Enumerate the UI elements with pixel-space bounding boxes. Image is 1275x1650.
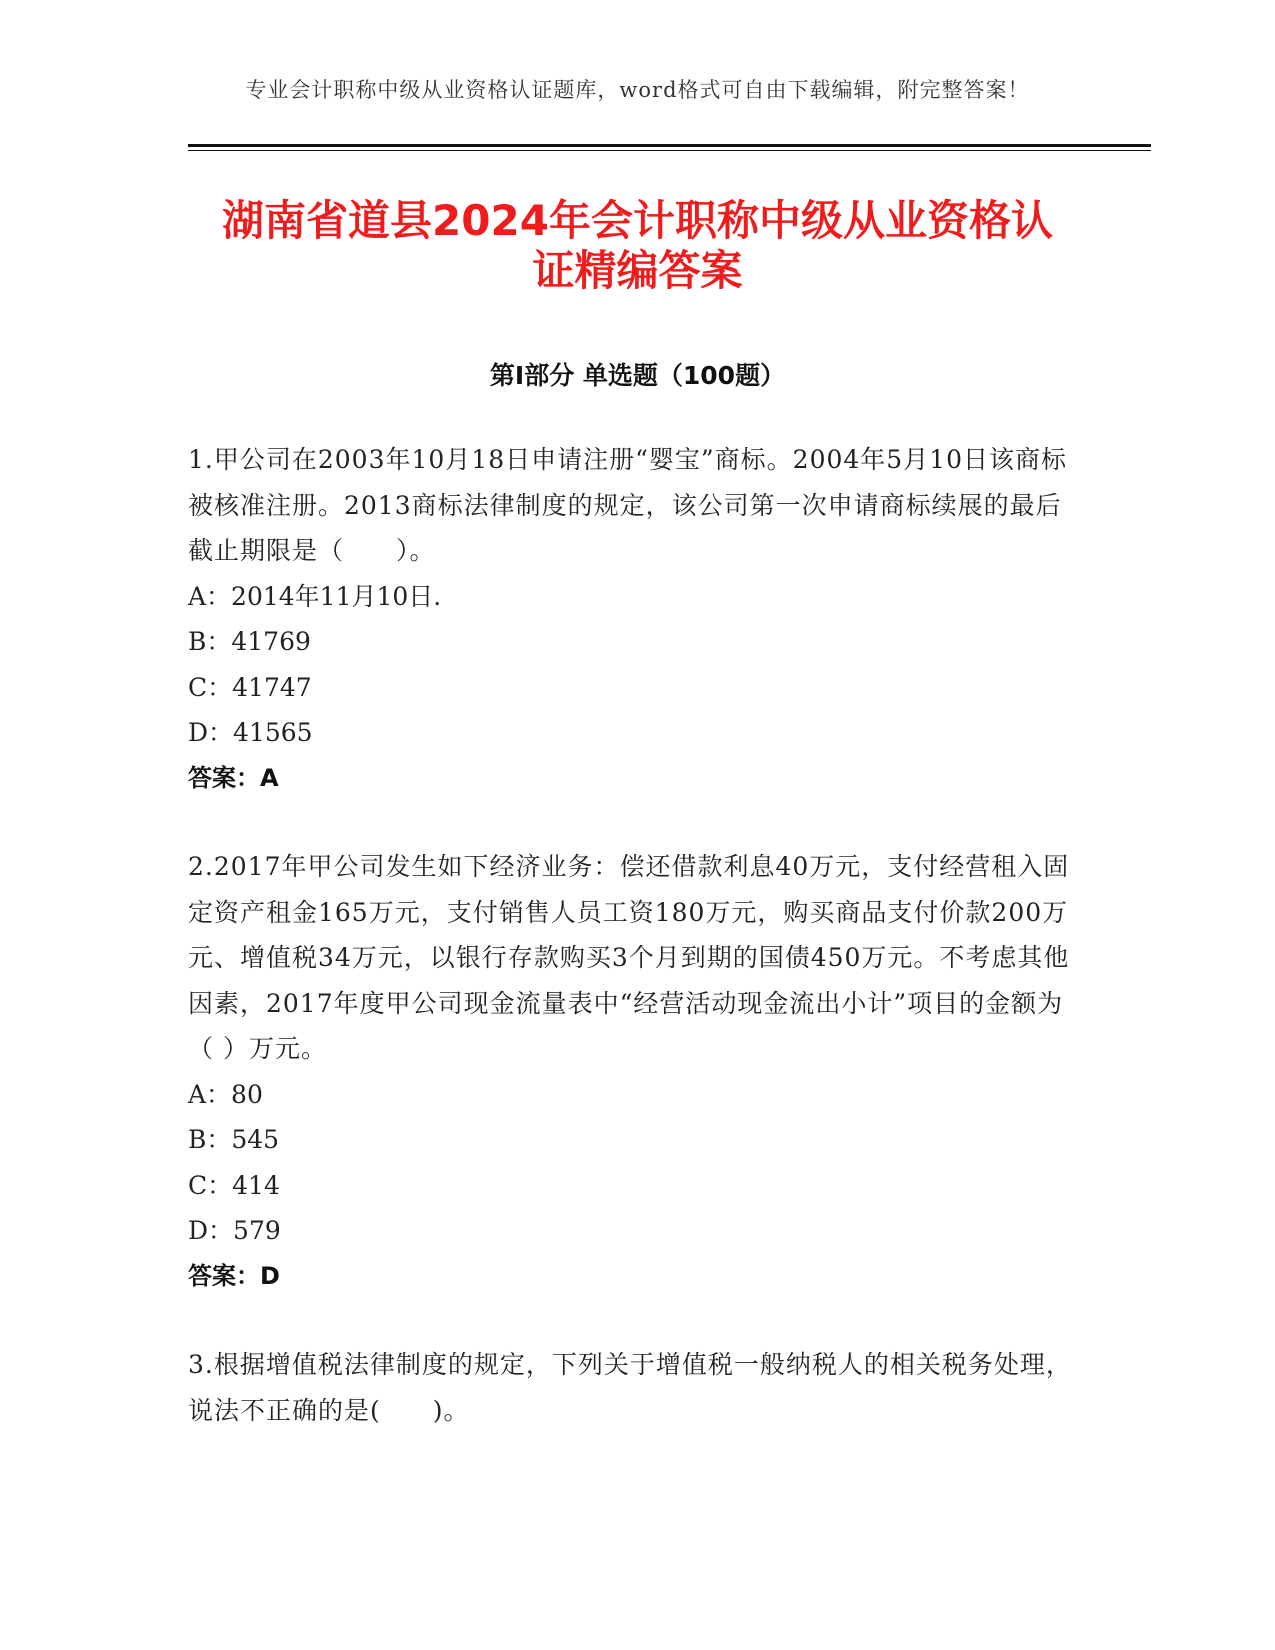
header-rule-thick (188, 144, 1151, 147)
title-line-1: 湖南省道县2024年会计职称中级从业资格认 (222, 196, 1053, 245)
section-heading: 第I部分 单选题（100题） (489, 361, 786, 390)
option-c: C：41747 (188, 672, 312, 702)
option-c: C：414 (188, 1170, 280, 1200)
answer: 答案：A (188, 763, 279, 792)
option-b: B：41769 (188, 627, 311, 656)
option-a: A：80 (188, 1079, 263, 1109)
option-b: B：545 (188, 1125, 280, 1154)
question-text: 2.2017年甲公司发生如下经济业务：偿还借款利息40万元，支付经营租入固定资产租金165万元，支付销售人员工资180万元，购买商品支付价款200万元、增值税34万元，以银行存款购买3个月到期的国债450万元。不考虑其他因素，2017年度甲公司现金流量表中“经营活动现金流出小计”项目的金额为（ ）万元。 (188, 852, 1070, 1063)
option-a: A：2014年11月10日. (188, 581, 442, 611)
question-1 (188, 437, 1078, 801)
header-note: 专业会计职称中级从业资格认证题库，word格式可自由下载编辑，附完整答案！ (245, 78, 1030, 102)
question-3 (188, 1342, 1078, 1433)
option-d: D：579 (188, 1216, 281, 1245)
header-rule-thin (188, 150, 1151, 151)
question-text: 3.根据增值税法律制度的规定，下列关于增值税一般纳税人的相关税务处理，说法不正确的是( )。 (188, 1350, 1072, 1425)
option-d: D：41565 (188, 718, 313, 747)
question-text: 1.甲公司在2003年10月18日申请注册“婴宝”商标。2004年5月10日该商标被核准注册。2013商标法律制度的规定，该公司第一次申请商标续展的最后截止期限是（ ）。 (188, 445, 1068, 565)
answer: 答案：D (188, 1261, 280, 1290)
document-title (170, 196, 1105, 296)
title-line-2: 证精编答案 (532, 246, 743, 295)
question-2 (188, 844, 1078, 1299)
question-list (188, 437, 1078, 1476)
